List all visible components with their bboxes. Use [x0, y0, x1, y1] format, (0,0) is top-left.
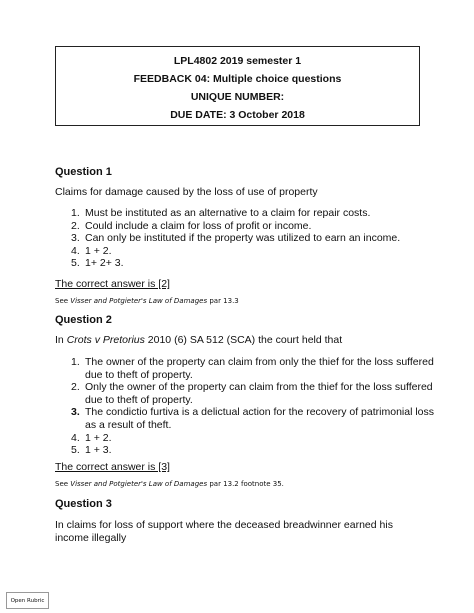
list-item: 4. 1 + 2. [71, 431, 112, 444]
list-item: 1. The owner of the property can claim from only the thief for the loss suffered due to theft of property. [71, 356, 434, 381]
question-3-prompt: In claims for loss of support where the deceased breadwinner earned his income illegally [55, 519, 393, 544]
question-2-prompt: In Crots v Pretorius 2010 (6) SA 512 (SCA) the court held that [55, 334, 343, 346]
question-1-prompt: Claims for damage caused by the loss of use of property [55, 186, 318, 198]
question-2-heading: Question 2 [55, 314, 112, 326]
question-3-heading: Question 3 [55, 498, 112, 510]
list-item: 5. 1+ 2+ 3. [71, 257, 124, 270]
unique-number: UNIQUE NUMBER: [190, 91, 285, 103]
question-2-answer: The correct answer is [3] [55, 461, 170, 473]
question-2-reference: See Visser and Potgieter's Law of Damages par 13.2 footnote 35. [55, 480, 284, 488]
question-1-options [55, 207, 435, 270]
list-item: 2. Could include a claim for loss of profit or income. [71, 219, 312, 232]
list-item: 4. 1 + 2. [71, 244, 112, 257]
question-1-heading: Question 1 [55, 166, 112, 178]
question-2-options [55, 356, 435, 457]
question-1-answer: The correct answer is [2] [55, 278, 170, 290]
header-box [55, 46, 420, 126]
due-date: DUE DATE: 3 October 2018 [170, 109, 305, 121]
list-item: 3. The condictio furtiva is a delictual action for the recovery of patrimonial loss as a result of theft. [71, 406, 434, 431]
list-item: 2. Only the owner of the property can claim from the thief for the loss suffered due to theft of property. [71, 381, 433, 406]
feedback-title: FEEDBACK 04: Multiple choice questions [133, 73, 342, 85]
course-code: LPL4802 2019 semester 1 [173, 55, 302, 67]
open-rubric-button[interactable]: Open Rubric [6, 592, 49, 609]
list-item: 3. Can only be instituted if the property was utilized to earn an income. [71, 232, 401, 245]
question-1-reference: See Visser and Potgieter's Law of Damages par 13.3 [55, 297, 239, 305]
list-item: 1. Must be instituted as an alternative to a claim for repair costs. [71, 207, 371, 219]
list-item: 5. 1 + 3. [71, 444, 112, 457]
